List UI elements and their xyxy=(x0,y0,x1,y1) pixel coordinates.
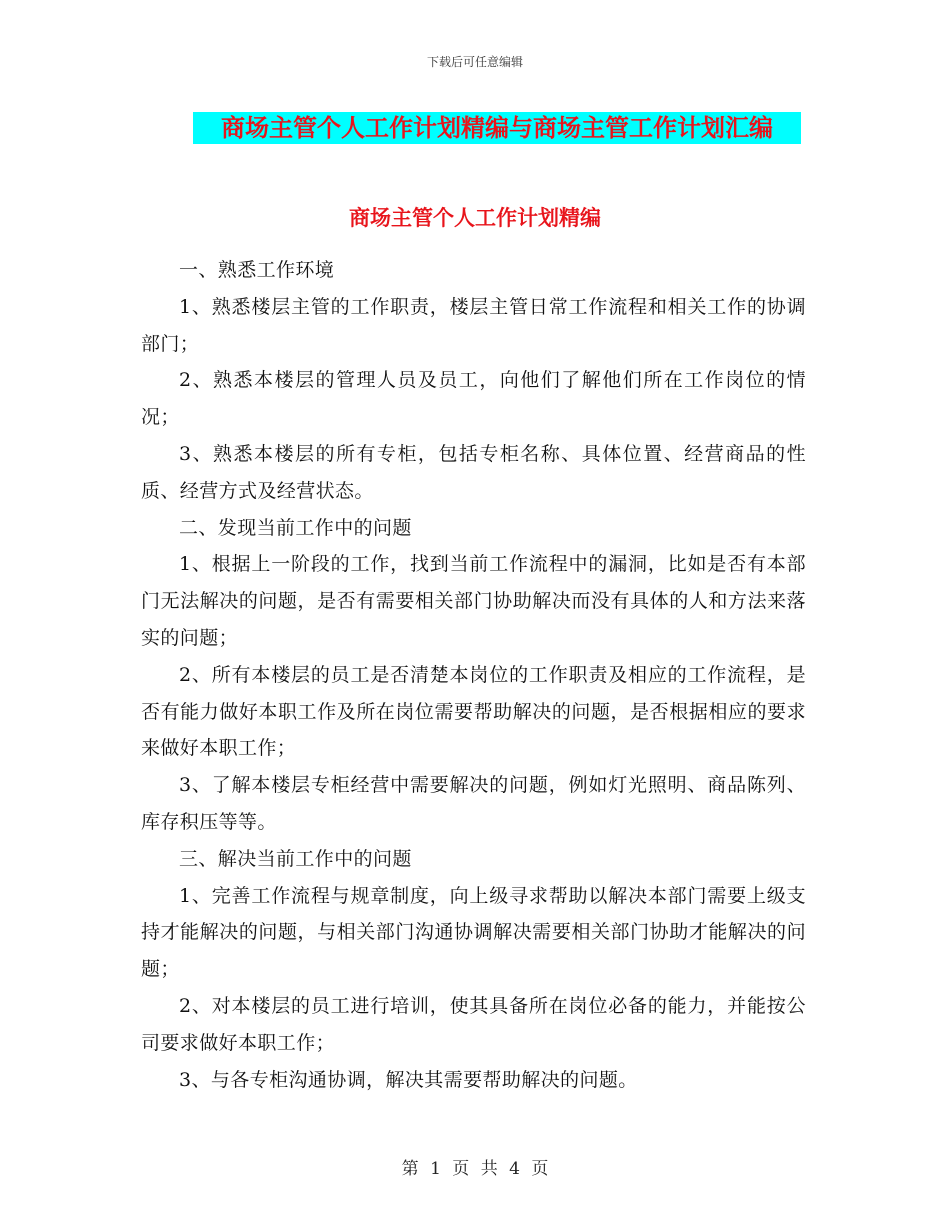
paragraph: 2、熟悉本楼层的管理人员及员工，向他们了解他们所在工作岗位的情况； xyxy=(141,369,806,429)
paragraph: 1、熟悉楼层主管的工作职责，楼层主管日常工作流程和相关工作的协调部门； xyxy=(141,295,806,355)
paragraph: 2、对本楼层的员工进行培训，使其具备所在岗位必备的能力，并能按公司要求做好本职工作； xyxy=(141,994,806,1054)
page-footer: 第 1 页 共 4 页 xyxy=(401,1159,549,1179)
page-header-note: 下载后可任意编辑 xyxy=(426,55,523,69)
paragraph: 1、完善工作流程与规章制度，向上级寻求帮助以解决本部门需要上级支持才能解决的问题，与相关部门沟通协调解决需要相关部门协助才能解决的问题； xyxy=(141,884,806,981)
heading-3: 三、解决当前工作中的问题 xyxy=(179,847,412,870)
document-body xyxy=(141,252,806,1098)
document-title: 商场主管个人工作计划精编与商场主管工作计划汇编 xyxy=(193,112,801,144)
paragraph: 2、所有本楼层的员工是否清楚本岗位的工作职责及相应的工作流程，是否有能力做好本职工作及所在岗位需要帮助解决的问题，是否根据相应的要求来做好本职工作； xyxy=(141,663,806,760)
paragraph: 3、了解本楼层专柜经营中需要解决的问题，例如灯光照明、商品陈列、库存积压等等。 xyxy=(141,774,806,833)
section-title: 商场主管个人工作计划精编 xyxy=(349,206,601,230)
paragraph: 1、根据上一阶段的工作，找到当前工作流程中的漏洞，比如是否有本部门无法解决的问题，是否有需要相关部门协助解决而没有具体的人和方法来落实的问题； xyxy=(141,553,806,649)
paragraph: 3、与各专柜沟通协调，解决其需要帮助解决的问题。 xyxy=(179,1068,638,1091)
heading-1: 一、熟悉工作环境 xyxy=(179,259,335,281)
paragraph: 3、熟悉本楼层的所有专柜，包括专柜名称、具体位置、经营商品的性质、经营方式及经营状态。 xyxy=(141,442,806,502)
heading-2: 二、发现当前工作中的问题 xyxy=(179,516,412,539)
